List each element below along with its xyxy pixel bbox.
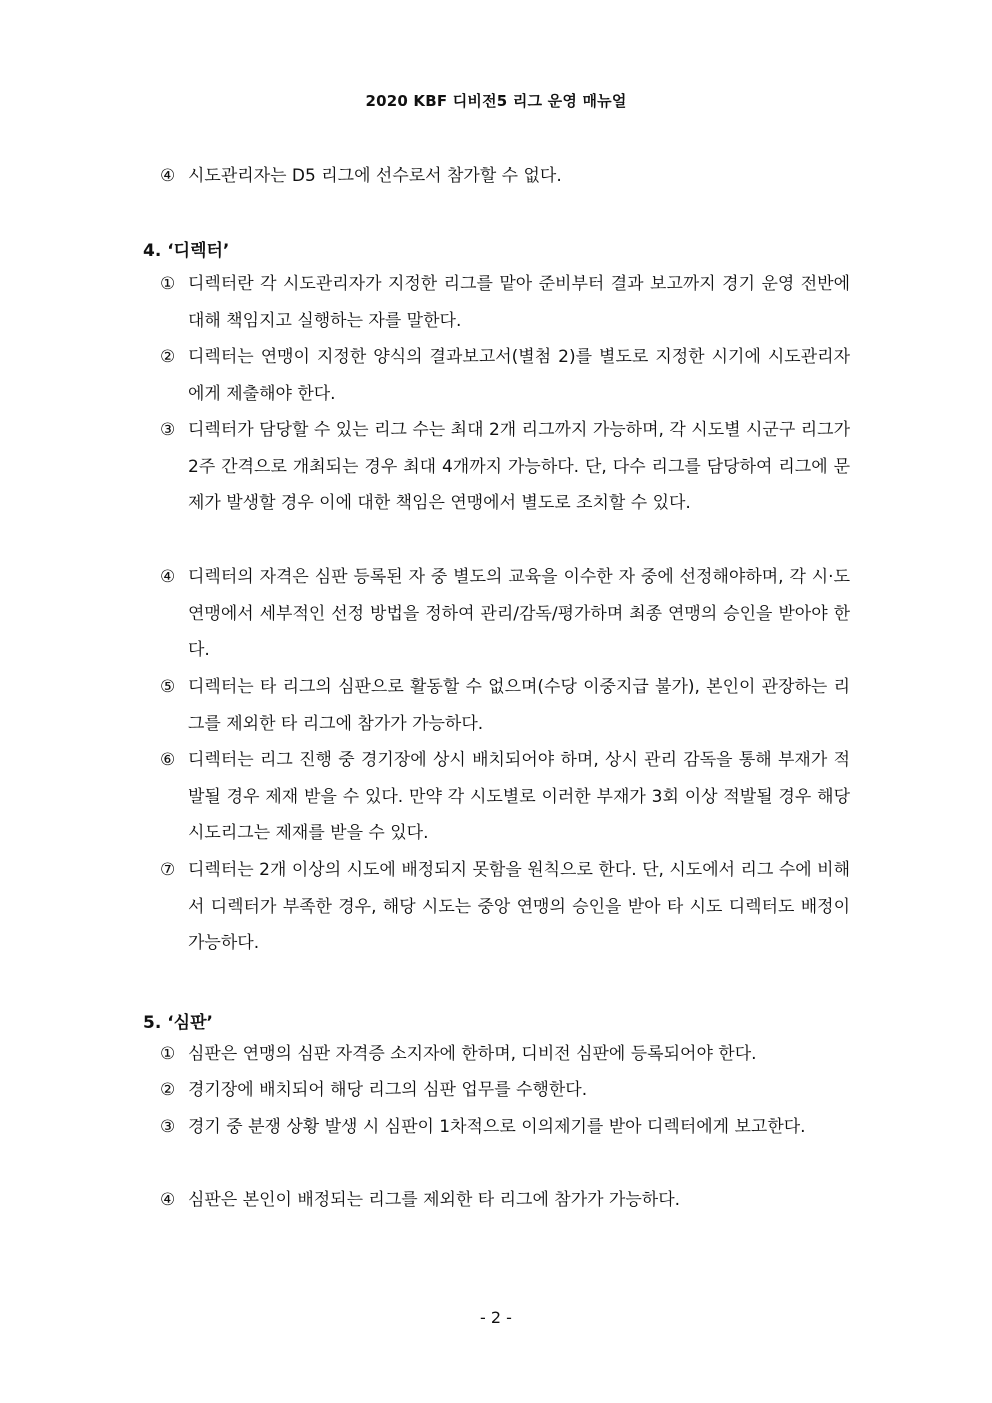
item-number: ④ <box>160 166 176 186</box>
section-5-title: 5. ‘심판’ <box>143 1013 213 1033</box>
section-4-item-4 <box>160 559 850 669</box>
item-number: ③ <box>160 1117 176 1137</box>
item-text: 시도관리자는 D5 리그에 선수로서 참가할 수 없다. <box>188 166 562 186</box>
item-text: 디렉터란 각 시도관리자가 지정한 리그를 맡아 준비부터 결과 보고까지 경기 운영 전반에 대해 책임지고 실행하는 자를 말한다. <box>188 274 850 331</box>
section-4-item-5 <box>160 669 850 742</box>
item-number: ⑥ <box>160 750 176 770</box>
item-text: 경기 중 분쟁 상황 발생 시 심판이 1차적으로 이의제기를 받아 디렉터에게 보고한다. <box>188 1117 806 1137</box>
item-text: 디렉터는 연맹이 지정한 양식의 결과보고서(별첨 2)를 별도로 지정한 시기에 시도관리자에게 제출해야 한다. <box>188 347 850 404</box>
item-number: ④ <box>160 567 176 587</box>
section-4-item-2 <box>160 339 850 412</box>
item-number: ② <box>160 1080 176 1100</box>
item-number: ⑦ <box>160 860 176 880</box>
item-number: ② <box>160 347 176 367</box>
item-number: ① <box>160 274 176 294</box>
section-4-item-7 <box>160 852 850 962</box>
section-4-item-1 <box>160 266 850 339</box>
item-text: 디렉터는 리그 진행 중 경기장에 상시 배치되어야 하며, 상시 관리 감독을 통해 부재가 적발될 경우 제재 받을 수 있다. 만약 각 시도별로 이러한 부재가 3회 이상 적발될 경우 해당 시도리그는 제재를 받을 수 있다. <box>188 750 850 843</box>
item-text: 디렉터는 2개 이상의 시도에 배정되지 못함을 원칙으로 한다. 단, 시도에서 리그 수에 비해서 디렉터가 부족한 경우, 해당 시도는 중앙 연맹의 승인을 받아 타 시도 디렉터도 배정이 가능하다. <box>188 860 850 953</box>
section-4-title: 4. ‘디렉터’ <box>143 241 230 261</box>
intro-list-item <box>160 158 850 195</box>
item-text: 경기장에 배치되어 해당 리그의 심판 업무를 수행한다. <box>188 1080 588 1100</box>
item-text: 디렉터는 타 리그의 심판으로 활동할 수 없으며(수당 이중지급 불가), 본인이 관장하는 리그를 제외한 타 리그에 참가가 가능하다. <box>188 677 850 734</box>
item-text: 디렉터가 담당할 수 있는 리그 수는 최대 2개 리그까지 가능하며, 각 시도별 시군구 리그가 2주 간격으로 개최되는 경우 최대 4개까지 가능하다. 단, 다수 리그를 담당하여 리그에 문제가 발생할 경우 이에 대한 책임은 연맹에서 별도로 조치할 수 있다. <box>188 420 850 513</box>
document-header: 2020 KBF 디비전5 리그 운영 매뉴얼 <box>365 92 627 110</box>
page-number: - 2 - <box>480 1308 512 1327</box>
section-5-item-3 <box>160 1109 850 1146</box>
item-number: ④ <box>160 1190 176 1210</box>
section-5-item-4 <box>160 1182 850 1219</box>
item-number: ⑤ <box>160 677 176 697</box>
item-text: 디렉터의 자격은 심판 등록된 자 중 별도의 교육을 이수한 자 중에 선정해야하며, 각 시·도 연맹에서 세부적인 선정 방법을 정하여 관리/감독/평가하며 최종 연맹의 승인을 받아야 한다. <box>188 567 850 660</box>
section-4-item-6 <box>160 742 850 852</box>
section-5-item-2 <box>160 1072 850 1109</box>
item-text: 심판은 본인이 배정되는 리그를 제외한 타 리그에 참가가 가능하다. <box>188 1190 681 1210</box>
item-number: ③ <box>160 420 176 440</box>
section-5-item-1 <box>160 1036 850 1073</box>
item-number: ① <box>160 1044 176 1064</box>
item-text: 심판은 연맹의 심판 자격증 소지자에 한하며, 디비전 심판에 등록되어야 한다. <box>188 1044 757 1064</box>
section-4-item-3 <box>160 412 850 522</box>
